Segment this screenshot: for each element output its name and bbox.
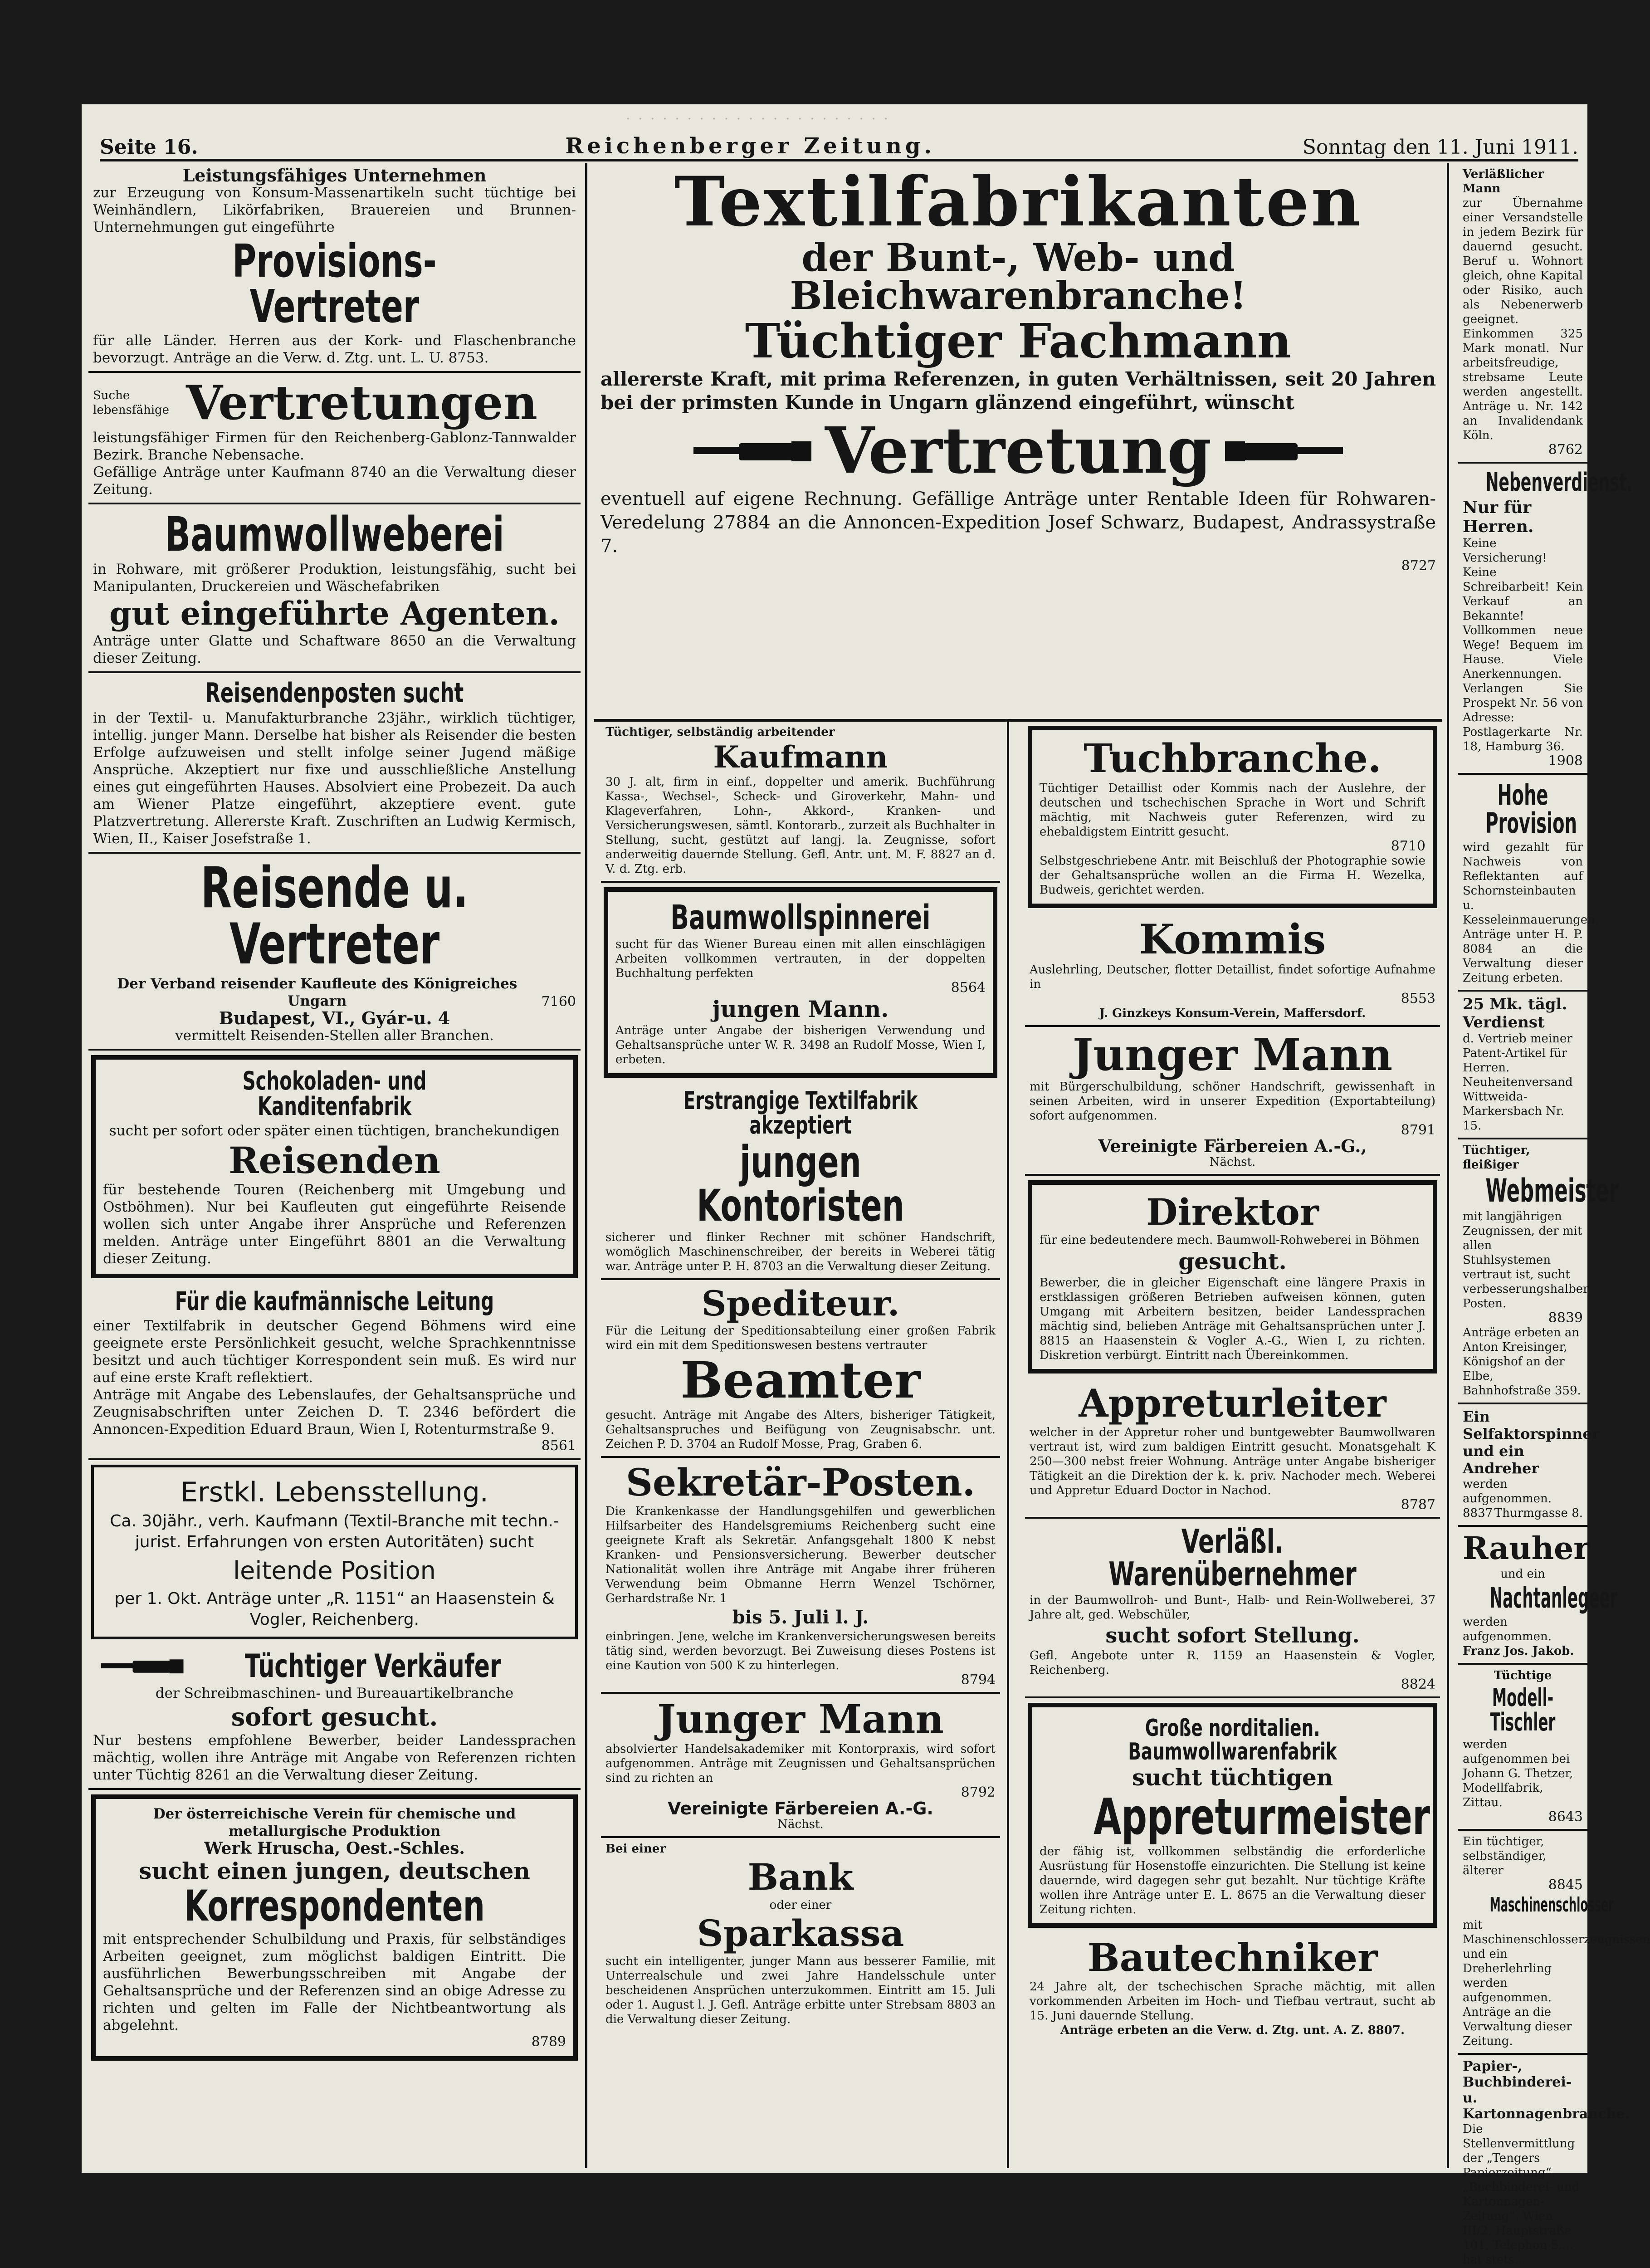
ad-mid: oder einer bbox=[769, 1898, 832, 1912]
ad-title: 25 Mk. tägl. Verdienst bbox=[1463, 995, 1567, 1031]
ad-title: Bank bbox=[747, 1856, 854, 1898]
ad-body: Tüchtiger Detaillist oder Kommis nach der Auslehre, der deutschen und tschechischen Sprache in Wort und Schrift mächtig, mit Nachweis guter Referenzen, wird zu ehebaldigstem Eintritt gesucht. bbox=[1040, 782, 1425, 839]
ad-spediteur bbox=[601, 1280, 1000, 1458]
ad-title: Sekretär-Posten. bbox=[625, 1461, 976, 1505]
ad-title: jungen Kontoristen bbox=[697, 1137, 904, 1231]
ad-body: Für die Leitung der Speditionsabteilung einer großen Fabrik wird ein mit dem Speditionswesen bestens vertrauter bbox=[605, 1324, 996, 1352]
ad-number: 8789 bbox=[531, 2034, 566, 2050]
ad-title: Tuchbranche. bbox=[1084, 736, 1382, 782]
ad-body: werden aufgenommen bei Johann G. Thetzer, Modellfabrik, Zittau. bbox=[1463, 1738, 1573, 1809]
ad-title-2: Nachtanlegeer bbox=[1489, 1581, 1618, 1614]
banner-tail: eventuell auf eigene Rechnung. Gefällige Anträge unter Rentable Ideen für Rohwaren-Veredelung 27884 an die Annoncen-Expedition Josef Schwarz, Budapest, Andrassystraße 7. bbox=[600, 489, 1436, 557]
ad-firm: Vereinigte Färbereien A.-G., bbox=[1098, 1136, 1367, 1156]
ad-body: leistungsfähiger Firmen für den Reichenberg-Gablonz-Tannwalder Bezirk. Branche Nebensache. bbox=[93, 430, 576, 463]
ad-title: Papier-, Buchbinderei- u. Kartonnagenbranche. bbox=[1463, 2058, 1630, 2122]
ad-kaufmaennische-leitung bbox=[88, 1283, 581, 1460]
banner-subtitle: der Bunt-, Web- und Bleichwarenbranche! bbox=[790, 235, 1247, 318]
ad-title: Für die kaufmännische Leitung bbox=[175, 1287, 494, 1316]
ad-subtitle: sucht sofort Stellung. bbox=[1105, 1623, 1360, 1647]
ad-title: Reisendenposten sucht bbox=[205, 677, 464, 709]
ad-pre: Tüchtige bbox=[1494, 1669, 1552, 1682]
ad-body: sucht ein intelligenter, junger Mann aus besserer Familie, mit Unterrealschule und zwei Jahre Handelsschule unter bescheidenen Ansprüchen unterzukommen. Eintritt am 15. Juli oder 1. August l. J. Gefl. Anträge erbitte unter Strebsam 8803 an die Verwaltung dieser Zeitung. bbox=[605, 1955, 996, 2026]
ad-heading: Leistungsfähiges Unternehmen bbox=[182, 165, 487, 186]
ad-title: Junger Mann bbox=[657, 1696, 944, 1742]
ad-title: Kommis bbox=[1139, 915, 1326, 963]
ad-subtitle: jungen Mann. bbox=[712, 996, 889, 1022]
ad-body: Ca. 30jähr., verh. Kaufmann (Textil-Branche mit techn.-jurist. Erfahrungen von ersten Autoritäten) sucht bbox=[110, 1512, 559, 1551]
ad-title: Hohe Provision bbox=[1485, 778, 1577, 840]
ad-heading: Verläßlicher Mann bbox=[1463, 167, 1544, 196]
ad-junger-mann-2 bbox=[1025, 1027, 1440, 1176]
ad-kaufmann bbox=[601, 721, 1000, 883]
ad-body: Keine Versicherung! Keine Schreibarbeit! Kein Verkauf an Bekannte! Vollkommen neue Wege! Bequem im Hause. Viele Anerkennungen. Verlangen Sie Prospekt Nr. 56 von Adresse: Postlagerkarte Nr. 18, Hamburg 36. bbox=[1463, 537, 1583, 753]
ad-body: werden aufgenommen. bbox=[1463, 1477, 1552, 1505]
ad-title: Spediteur. bbox=[701, 1283, 900, 1324]
ad-firm: Vereinigte Färbereien A.-G. bbox=[668, 1799, 933, 1818]
ad-number: 8553 bbox=[1401, 991, 1435, 1007]
ad-heading: Der österreichische Verein für chemische und metallurgische Produktion bbox=[153, 1806, 516, 1839]
ad-modell-tischler bbox=[1458, 1665, 1587, 1831]
ad-title: Appreturmeister bbox=[1093, 1788, 1430, 1846]
column-rule bbox=[1007, 721, 1009, 2168]
ad-firm: Franz Jos. Jakob. bbox=[1463, 1644, 1574, 1658]
ad-tuchbranche bbox=[1028, 726, 1437, 908]
ad-pre: Tüchtiger, fleißiger bbox=[1463, 1144, 1530, 1172]
ad-tail: für alle Länder. Herren aus der Kork- und Flaschenbranche bevorzugt. Anträge an die Verw. d. Ztg. unt. L. U. 8753. bbox=[93, 332, 576, 366]
ad-subtitle: sofort gesucht. bbox=[231, 1702, 438, 1731]
ad-title: Nebenverdienst. bbox=[1485, 468, 1633, 497]
ad-number: 8787 bbox=[1401, 1497, 1435, 1513]
ad-body: zur Übernahme einer Versandstelle in jedem Bezirk für dauernd gesucht. Beruf u. Wohnort gleich, ohne Kapital oder Risiko, auch als Nebenerwerb geeignet. Einkommen 325 Mark monatl. Nur arbeitsfreudige, strebsame Leute werden angestellt. Anträge u. Nr. 142 an Invalidendank Köln. bbox=[1463, 196, 1583, 442]
ad-body: 30 J. alt, firm in einf., doppelter und amerik. Buchführung Kassa-, Wechsel-, Scheck- und Giroverkehr, Mahn- und Klageverfahren, Lohn-, Akkord-, Kranken- und Versicherungswesen, sämtl. Kontorarb., zurzeit als Buchhalter in Stellung, sucht, gestützt auf langj. la. Zeugnisse, sofort anderweitig dauernde Stellung. Gefl. Antr. unt. M. F. 8827 an d. V. d. Ztg. erb. bbox=[605, 775, 996, 876]
ad-title: Kaufmann bbox=[713, 739, 888, 775]
banner-body: allererste Kraft, mit prima Referenzen, in guten Verhältnissen, seit 20 Jahren bei der primsten Kunde in Ungarn glänzend eingeführt, wünscht bbox=[600, 368, 1436, 414]
ad-title: Baumwollweberei bbox=[165, 507, 504, 562]
ad-nebenverdienst bbox=[1458, 464, 1633, 775]
ad-tail: mit entsprechender Schulbildung und Praxis, für selbständiges Arbeiten geeignet, zum möglichst baldigen Eintritt. Die ausführlichen Bewerbungsschreiben mit Angabe der Gehaltsansprüche und der Referenzen sind an obige Adresse zu richten und gelten im Falle der Nichtbeantwortung als abgelehnt. bbox=[103, 1931, 566, 2033]
ad-body: sucht per sofort oder später einen tüchtigen, branchekundigen bbox=[109, 1123, 560, 1139]
ad-subtitle: gut eingeführte Agenten. bbox=[109, 595, 560, 632]
banner-textilfabrikanten bbox=[594, 163, 1442, 722]
ad-number: 8791 bbox=[1401, 1122, 1435, 1138]
ad-title: Provisions-Vertreter bbox=[232, 235, 437, 333]
ad-number: 8792 bbox=[961, 1784, 996, 1800]
ad-baumwollspinnerei bbox=[604, 887, 997, 1078]
ad-title: Vertretungen bbox=[186, 375, 537, 430]
ad-title: Baumwollspinnerei bbox=[670, 898, 931, 937]
ad-tail: Nur bestens empfohlene Bewerber, beider Landessprachen mächtig, wollen ihre Anträge mit Angabe von Referenzen richten unter Tüchtig 8261 an die Verwaltung dieser Zeitung. bbox=[93, 1732, 576, 1783]
ad-tail: Selbstgeschriebene Antr. mit Beischluß der Photographie sowie der Gehaltsansprüche wollen an die Firma H. Wezelka, Budweis, gerichtet werden. bbox=[1040, 854, 1425, 897]
ad-tail: Anträge erbeten an die Verw. d. Ztg. unt. A. Z. 8807. bbox=[1060, 2024, 1405, 2037]
ad-appreturleiter bbox=[1025, 1378, 1440, 1519]
ad-number: 7160 bbox=[541, 994, 576, 1010]
ad-title: Reisende u. Vertreter bbox=[200, 855, 469, 977]
ad-title: Modell-Tischler bbox=[1490, 1683, 1556, 1736]
ad-kontoristen bbox=[601, 1082, 1000, 1280]
banner-title: Textilfabrikanten bbox=[674, 162, 1362, 242]
ad-body: mit Bürgerschulbildung, schöner Handschrift, gewissenhaft in seinen Arbeiten, wird in unserer Expedition (Exportabteilung) sofort aufgenommen. bbox=[1030, 1080, 1435, 1123]
ad-title: Maschinenschlosser bbox=[1489, 1893, 1614, 1916]
ad-number: 8762 bbox=[1548, 442, 1583, 458]
ad-body: Der Verband reisender Kaufleute des Königreiches Ungarn bbox=[117, 976, 517, 1009]
ad-subtitle: sucht einen jungen, deutschen bbox=[139, 1857, 530, 1884]
ad-tail: vermittelt Reisenden-Stellen aller Branchen. bbox=[175, 1027, 494, 1044]
banner-number: 8727 bbox=[1401, 558, 1436, 574]
ad-tail: Anträge unter Glatte und Schaftware 8650 an die Verwaltung dieser Zeitung. bbox=[93, 633, 576, 666]
banner-line3: Tüchtiger Fachmann bbox=[745, 313, 1292, 369]
column-4 bbox=[1458, 163, 1650, 2267]
ad-webmeister bbox=[1458, 1139, 1619, 1404]
ad-tail: einbringen. Jene, welche im Krankenversicherungswesen bereits tätig sind, werden bevorzugt. Bei Zuweisung dieses Postens ist eine Kaution von 500 K zu hinterlegen. bbox=[605, 1630, 996, 1672]
ad-body: in Rohware, mit größerer Produktion, leistungsfähig, sucht bei Manipulanten, Druckereien und Wäschefabriken bbox=[93, 561, 576, 595]
ad-number: 8564 bbox=[951, 980, 986, 996]
ad-body: wird gezahlt für Nachweis von Reflektanten auf Schornsteinbauten u. Kesseleinmauerungen. Anträge unter H. P. 8084 an die Verwaltung dieser Zeitung erbeten. bbox=[1463, 841, 1599, 985]
ad-papier-branche bbox=[1458, 2055, 1630, 2268]
ad-schokoladenfabrik bbox=[91, 1055, 578, 1278]
ad-address: Budapest, VI., Gyár-u. 4 bbox=[219, 1008, 450, 1028]
ad-number: 8643 bbox=[1548, 1809, 1583, 1825]
ad-tail: Gefl. Angebote unter R. 1159 an Haasenstein & Vogler, Reichenberg. bbox=[1030, 1649, 1435, 1677]
ad-title: Direktor bbox=[1146, 1191, 1319, 1233]
ad-location: Nächst. bbox=[777, 1818, 824, 1831]
ad-mid: und ein bbox=[1500, 1567, 1545, 1581]
ad-pre: Ein tüchtiger, selbständiger, älterer bbox=[1463, 1835, 1547, 1877]
pointing-hand-icon bbox=[693, 435, 811, 467]
pointing-hand-icon bbox=[130, 1655, 184, 1677]
ad-vertretungen bbox=[88, 373, 581, 504]
ad-maschinenschlosser bbox=[1458, 1831, 1650, 2055]
ad-tail: für bestehende Touren (Reichenberg mit Umgebung und Ostböhmen). Nur bei Kaufleuten gut eingeführte Reisende wollen sich unter Angabe ihrer Ansprüche und Referenzen melden. Anträge unter Eingeführt 8801 an die Verwaltung dieser Zeitung. bbox=[103, 1182, 566, 1267]
ad-title: Korrespondenten bbox=[184, 1882, 485, 1931]
ad-body: der Schreibmaschinen- und Bureauartikelbranche bbox=[155, 1685, 514, 1701]
issue-date: Sonntag den 11. Juni 1911. bbox=[1302, 136, 1578, 159]
ad-pre: Bei einer bbox=[605, 1842, 666, 1856]
ad-title-2: Beamter bbox=[680, 1351, 921, 1409]
ad-title: Reisenden bbox=[229, 1139, 440, 1182]
paper-title: Reichenberger Zeitung. bbox=[565, 133, 936, 159]
ad-number: 1908 bbox=[1548, 753, 1583, 769]
ad-number: 8561 bbox=[541, 1438, 576, 1454]
ad-firm: J. Ginzkeys Konsum-Verein, Maffersdorf. bbox=[1099, 1007, 1366, 1020]
ad-body: welcher in der Appretur roher und buntgewebter Baumwollwaren vertraut ist, wird zum baldigen Eintritt gesucht. Monatsgehalt K 250—300 nebst freier Wohnung. Anträge unter Angabe bisheriger Tätigkeit an die Direktion der k. k. priv. Nachoder mech. Weberei und Appretur Eduard Doctor in Nachod. bbox=[1030, 1426, 1435, 1497]
page-header bbox=[100, 132, 1578, 161]
ad-body: einer Textilfabrik in deutscher Gegend Böhmens wird eine geeignete erste Persönlichkeit gesucht, welche Sprachkenntnisse besitzt und auch tüchtiger Korrespondent sein muß. Es wird nur auf eine erste Kraft reflektiert. bbox=[93, 1318, 576, 1386]
ad-subtitle: leitende Position bbox=[233, 1556, 436, 1585]
ad-title-2: Sparkassa bbox=[697, 1912, 904, 1955]
ad-body-2: gesucht. Anträge mit Angabe des Alters, bisheriger Tätigkeit, Gehaltsanspruches und Beifügung von Zeugnisabschr. unt. Zeichen P. D. 3704 an Rudolf Mosse, Prag, Graben 6. bbox=[605, 1408, 996, 1451]
ad-tail: Anträge mit Angabe des Lebenslaufes, der Gehaltsansprüche und Zeugnisabschriften unter Zeichen D. T. 2346 befördert die Annoncen-Expedition Eduard Braun, Wien I, Rotenturmstraße 9. bbox=[93, 1387, 576, 1437]
pointing-hand-icon bbox=[1225, 435, 1343, 467]
ad-kommis bbox=[1025, 913, 1440, 1027]
ad-location: Werk Hruscha, Oest.-Schles. bbox=[204, 1839, 465, 1858]
ad-25-mark bbox=[1458, 992, 1587, 1139]
ad-tuechtiger-verkaeufer bbox=[88, 1644, 581, 1790]
ad-tail: Gefällige Anträge unter Kaufmann 8740 an die Verwaltung dieser Zeitung. bbox=[93, 464, 576, 498]
ad-body: mit Maschinenschlosserzeugnissen und ein Dreherlehrling werden aufgenommen. Anträge an die Verwaltung dieser Zeitung. bbox=[1463, 1918, 1650, 2048]
ad-number: 8839 bbox=[1548, 1310, 1583, 1326]
ad-hohe-provision bbox=[1458, 775, 1599, 992]
ad-number: 8845 bbox=[1548, 1877, 1583, 1893]
ad-number: 8710 bbox=[1391, 838, 1425, 854]
ad-title: Bautechniker bbox=[1087, 1935, 1378, 1980]
ad-appreturmeister bbox=[1028, 1703, 1437, 1928]
ad-body: Auslehrling, Deutscher, flotter Detaillist, findet sofortige Aufnahme in bbox=[1030, 963, 1435, 991]
ad-reisendenposten bbox=[88, 673, 581, 854]
ad-bautechniker bbox=[1025, 1932, 1440, 2042]
ad-provisions-vertreter bbox=[88, 163, 581, 373]
column-rule bbox=[585, 163, 587, 2168]
ad-title: Rauher bbox=[1463, 1530, 1590, 1567]
ad-direktor bbox=[1028, 1180, 1437, 1374]
ad-tail: Bewerber, die in gleicher Eigenschaft eine längere Praxis in erstklassigen größeren Betrieben aufweisen können, guten Umgang mit Arbeitern besitzen, beider Landessprachen mächtig sind, belieben Anträge mit Gehaltsansprüchen unter J. 8815 an Haasenstein & Vogler A.-G., Wien I, zu richten. Diskretion verbürgt. Eintritt nach Übereinkommen. bbox=[1040, 1276, 1425, 1362]
ad-title: Verläßl. Warenübernehmer bbox=[1108, 1522, 1357, 1593]
faint-masthead: · · · · · · · · · · · · · · · · · · · · · · bbox=[626, 111, 890, 127]
ad-title: Appreturleiter bbox=[1079, 1381, 1386, 1426]
ad-body: d. Vertrieb meiner Patent-Artikel für Herren. Neuheitenversand Wittweida-Markersbach Nr. 15. bbox=[1463, 1032, 1573, 1133]
ad-sekretaer bbox=[601, 1458, 1000, 1694]
ad-body: absolvierter Handelsakademiker mit Kontorpraxis, wird sofort aufgenommen. Anträge mit Zeugnissen und Gehaltsansprüchen sind zu richten an bbox=[605, 1742, 996, 1785]
ad-korrespondenten bbox=[91, 1794, 578, 2061]
ad-body: sucht für das Wiener Bureau einen mit allen einschlägigen Arbeiten vollkommen vertrauten, in der doppelten Buchhaltung perfekten bbox=[615, 938, 986, 980]
ad-body: sicherer und flinker Rechner mit schöner Handschrift, womöglich Maschinenschreiber, der bereits in Weberei tätig war. Anträge unter P. H. 8703 an die Verwaltung dieser Zeitung. bbox=[605, 1231, 996, 1273]
newspaper-page bbox=[82, 104, 1650, 2267]
ad-body: mit langjährigen Zeugnissen, der mit allen Stuhlsystemen vertraut ist, sucht verbesserungshalber Posten. bbox=[1463, 1210, 1589, 1310]
ad-lebensstellung bbox=[91, 1465, 578, 1639]
ad-tail: Anträge erbeten an Anton Kreisinger, Königshof an der Elbe, Bahnhofstraße 359. bbox=[1463, 1326, 1581, 1398]
ad-rauher bbox=[1458, 1527, 1618, 1665]
ad-heading: Erstrangige Textilfabrik akzeptiert bbox=[683, 1086, 918, 1139]
ad-number: 8824 bbox=[1401, 1677, 1435, 1692]
ad-reisende-vertreter bbox=[88, 854, 581, 1051]
ad-title: Erstkl. Lebensstellung. bbox=[181, 1476, 488, 1508]
ad-verlaesslicher-mann bbox=[1458, 163, 1587, 464]
ad-pre: Tüchtiger, selbständig arbeitender bbox=[605, 725, 835, 739]
page-number: Seite 16. bbox=[100, 136, 198, 159]
banner-center: Vertretung bbox=[825, 414, 1212, 488]
ad-body: Die Krankenkasse der Handlungsgehilfen und gewerblichen Hilfsarbeiter des Handelsgremiums Reichenberg sucht eine geeignete Kraft als Sekretär. Anfangsgehalt 1800 K nebst Kranken- und Pensionsversicherung. Bewerber deutscher Nationalität wollen ihre Anträge mit Angabe ihrer früheren Verwendung beim Obmanne Herrn Wenzel Tschörner, Gerhardstraße Nr. 1 bbox=[605, 1505, 996, 1605]
ad-junger-mann bbox=[601, 1694, 1000, 1838]
ad-title: Junger Mann bbox=[1072, 1029, 1393, 1080]
ad-heading: Schokoladen- und Kanditenfabrik bbox=[242, 1066, 427, 1121]
ad-title: Ein Selfaktorspinner und ein Andreher bbox=[1463, 1408, 1600, 1477]
ad-pre: Suche lebensfähige bbox=[93, 389, 170, 417]
ad-body: in der Textil- u. Manufakturbranche 23jähr., wirklich tüchtiger, intellig. junger Mann. Derselbe hat bisher als Reisender die besten Erfolge aufzuweisen und stellt infolge seiner Jugend mäßige Ansprüche. Akzeptiert nur fixe und ausschließliche Anstellung eines gut eingeführten Hauses. Absolviert eine Probezeit. Da auch am Wiener Platze eingeführt, akzeptiere event. gute Platzvertretung. Allererste Kraft. Zuschriften an Ludwig Kermisch, Wien, II., Kaiser Josefstraße 1. bbox=[93, 710, 576, 847]
ad-subtitle: gesucht. bbox=[1178, 1248, 1287, 1275]
ad-subtitle: bis 5. Juli l. J. bbox=[732, 1607, 869, 1628]
column-1 bbox=[88, 163, 581, 2168]
ad-subtitle: sucht tüchtigen bbox=[1132, 1764, 1333, 1791]
ad-heading: Große norditalien. Baumwollwarenfabrik bbox=[1128, 1715, 1337, 1765]
column-2 bbox=[601, 721, 1000, 2168]
ad-body: Die Stellenvermittlung der „Tengers Papierzeitung“, „Buchbinderei- und Kartonnagen-Zeitung“, Wien III/2, Hauptstraße 101, Telephon 5.... hat stets... bbox=[1463, 2122, 1580, 2267]
ad-baumwollweberei bbox=[88, 504, 581, 673]
ad-body: für eine bedeutendere mech. Baumwoll-Rohweberei in Böhmen bbox=[1040, 1233, 1420, 1247]
ad-subtitle: Nur für Herren. bbox=[1463, 498, 1534, 536]
ad-tail: Anträge unter Angabe der bisherigen Verwendung und Gehaltsansprüche unter W. R. 3498 an Rudolf Mosse, Wien I, erbeten. bbox=[615, 1024, 986, 1066]
ad-bank bbox=[601, 1838, 1000, 2031]
ad-number: 8837 bbox=[1463, 1506, 1493, 1520]
ad-selfaktorspinner bbox=[1458, 1404, 1600, 1527]
ad-body: zur Erzeugung von Konsum-Massenartikeln sucht tüchtige bei Weinhändlern, Likörfabriken, Brauereien und Brunnen-Unternehmungen gut eingeführte bbox=[93, 185, 576, 235]
column-3 bbox=[1025, 721, 1440, 2168]
ad-body: der fähig ist, vollkommen selbständig die erforderliche Ausrüstung für Hosenstoffe einzurichten. Die Stellung ist keine dauernde, wird dagegen sehr gut bezahlt. Nur tüchtige Kräfte wollen ihre Anträge unter E. L. 8675 an die Verwaltung dieser Zeitung richten. bbox=[1040, 1845, 1425, 1916]
ad-tail: per 1. Okt. Anträge unter „R. 1151“ an Haasenstein & Vogler, Reichenberg. bbox=[114, 1589, 555, 1629]
ad-body: werden aufgenommen. bbox=[1463, 1615, 1552, 1643]
ad-body: in der Baumwollroh- und Bunt-, Halb- und Rein-Wollweberei, 37 Jahre alt, ged. Webschüler, bbox=[1030, 1593, 1435, 1622]
ad-number: 8794 bbox=[961, 1672, 996, 1688]
ad-title: Webmeister bbox=[1485, 1172, 1619, 1209]
ad-warenuebernehmer bbox=[1025, 1519, 1440, 1698]
ad-body: 24 Jahre alt, der tschechischen Sprache mächtig, mit allen vorkommenden Arbeiten im Hoch- und Tiefbau vertraut, sucht ab 15. Juni dauernde Stellung. bbox=[1030, 1980, 1435, 2023]
ad-location: Nächst. bbox=[1209, 1155, 1256, 1169]
ad-title: Tüchtiger Verkäufer bbox=[245, 1647, 501, 1685]
column-rule bbox=[1447, 163, 1449, 2168]
ad-location: Thurmgasse 8. bbox=[1494, 1506, 1583, 1520]
